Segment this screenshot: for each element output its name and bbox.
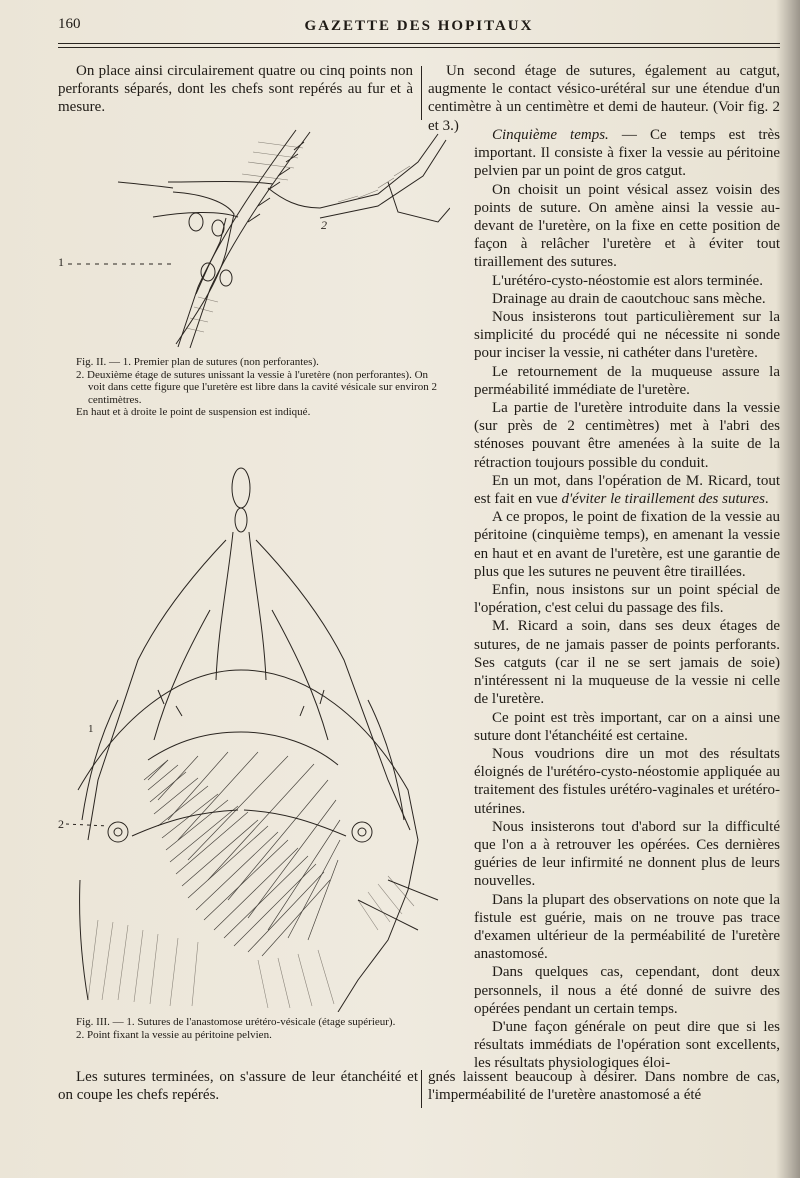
right-column-body	[474, 126, 780, 1073]
section-label: Cinquième temps.	[492, 127, 609, 143]
paragraph: Nous insisterons tout d'abord sur la difficulté que l'on a à retrouver les opérées. Ces dernières guéries de leur infirmité ne donnent plus de leurs nouvelles.	[474, 818, 780, 890]
figure-3-label-1: 1	[88, 723, 94, 735]
paragraph: Nous voudrions dire un mot des résultats éloignés de l'urétéro-cysto-néostomie appliquée au traitement des fistules urétéro-vaginales et urétéro-utérines.	[474, 745, 780, 817]
paragraph: Dans la plupart des observations on note que la fistule est guérie, mais on ne trouve pas trace d'examen ultérieur de la perméabilité de l'uretère anastomosé.	[474, 891, 780, 963]
paragraph: A ce propos, le point de fixation de la vessie au péritoine (cinquième temps), en amenant la vessie en haut et en avant de l'uretère, est une garantie de plus que les sutures ne peuvent être tiraillées.	[474, 509, 780, 580]
caption-title: Fig. II. — 1. Premier plan de sutures (non perforantes).	[76, 356, 319, 368]
caption-line: 2. Point fixant la vessie au péritoine pelvien.	[76, 1028, 272, 1041]
paragraph: On place ainsi circulairement quatre ou cinq points non perforants séparés, dont les chefs sont repérés au fur et à mesure.	[58, 63, 413, 116]
paragraph: Drainage au drain de caoutchouc sans mèche.	[492, 290, 766, 307]
paragraph: Le retournement de la muqueuse assure la perméabilité immédiate de l'uretère.	[474, 363, 780, 398]
figure-3-label-2: 2	[58, 817, 64, 831]
paragraph: Dans quelques cas, cependant, dont deux personnels, il nous a été donné de suivre des opérées pendant un certain temps.	[474, 964, 780, 1017]
figure-2-illustration	[58, 122, 450, 350]
paragraph: M. Ricard a soin, dans ses deux étages de sutures, de ne jamais passer de points perforants. Ses catguts (car il ne se sert jamais de soie) n'intéressent ni la muqueuse de la vessie ni celle de l'uretère.	[474, 618, 780, 708]
paragraph: Un second étage de sutures, également au catgut, augmente le contact vésico-urétéral sur une étendue d'un centimètre à un centimètre et demi de hauteur. (Voir fig. 2 et 3.)	[428, 63, 780, 134]
header-rule-thin	[58, 47, 780, 48]
paragraph: Les sutures terminées, on s'assure de leur étanchéité et on coupe les chefs repérés.	[58, 1069, 418, 1104]
journal-title: GAZETTE DES HOPITAUX	[304, 18, 534, 34]
paragraph: La partie de l'uretère introduite dans la vessie (sur près de 2 centimètres) met à l'abri des sténoses pouvant être amenées à la suite de la rétraction toujours possible du conduit.	[474, 400, 780, 471]
header-rule	[58, 43, 780, 44]
paragraph: Enfin, nous insistons sur un point spécial de l'opération, c'est celui du passage des fils.	[474, 582, 780, 617]
figure-2-caption	[76, 356, 446, 419]
paragraph: D'une façon générale on peut dire que si les résultats immédiats de l'opération sont excellents, les résultats physiologiques éloi-	[474, 1018, 780, 1072]
paragraph: Cinquième temps. — Ce temps est très important. Il consiste à fixer la vessie au péritoine pelvien par un point de gros catgut.	[474, 127, 780, 180]
paragraph: Nous insisterons tout particulièrement sur la simplicité du procédé qui ne nécessite ni sonde pour inciser la vessie, ni cathéter dans l'uretère.	[474, 309, 780, 362]
figure-2-label-2: 2	[321, 218, 327, 232]
paragraph: Ce point est très important, car on a ainsi une suture dont l'étanchéité est certaine.	[474, 709, 780, 744]
page-header	[58, 16, 780, 40]
figure-2-label-1: 1	[58, 255, 64, 269]
right-column-top	[428, 62, 780, 135]
page-number: 160	[58, 16, 81, 32]
paragraph: On choisit un point vésical assez voisin des points de suture. On amène ainsi la vessie au-devant de l'uretère, on la fixe en cette position de façon à relâcher l'uretère et à éviter tout tiraillement des sutures.	[474, 181, 780, 271]
paragraph: En un mot, dans l'opération de M. Ricard, tout est fait en vue d'éviter le tiraillement des sutures.	[474, 472, 780, 508]
paragraph: L'urétéro-cysto-néostomie est alors terminée.	[492, 272, 763, 289]
figure-3-illustration	[58, 460, 468, 1012]
caption-title: Fig. III. — 1. Sutures de l'anastomose urétéro-vésicale (étage supérieur).	[76, 1016, 396, 1028]
figure-3-caption	[76, 1016, 452, 1041]
paragraph: gnés laissent beaucoup à désirer. Dans nombre de cas, l'imperméabilité de l'uretère anastomosé a été	[428, 1069, 780, 1104]
right-column-bottom	[428, 1068, 780, 1104]
emphasis: d'éviter le tiraillement des sutures	[561, 491, 765, 508]
caption-line: 2. Deuxième étage de sutures unissant la vessie à l'uretère (non perforantes). On voit dans cette figure que l'uretère est libre dans la cavité vésicale sur environ 2 centimètres.	[76, 368, 437, 406]
left-bottom-text	[58, 1068, 418, 1104]
column-divider-bottom	[421, 1070, 422, 1108]
left-top-text	[58, 62, 413, 117]
column-divider-top	[421, 66, 422, 120]
caption-line: En haut et à droite le point de suspension est indiqué.	[76, 406, 311, 419]
